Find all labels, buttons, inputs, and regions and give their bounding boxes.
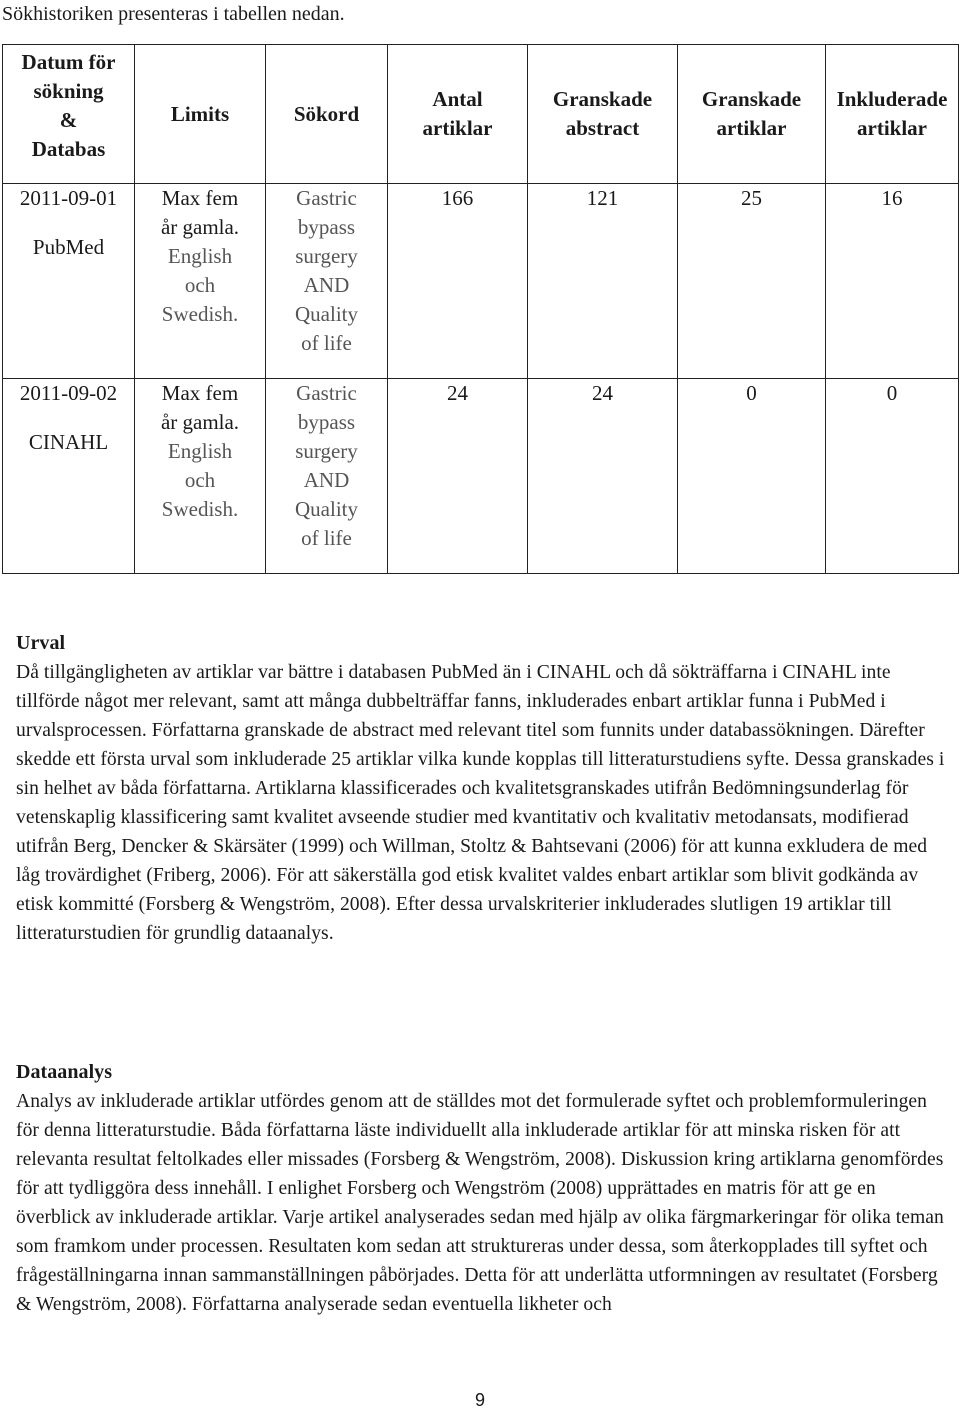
header-datum: Datum för sökning & Databas (3, 45, 135, 184)
search-history-table (2, 44, 959, 574)
section-text-urval: Då tillgängligheten av artiklar var bättre i databasen PubMed än i CINAHL och då sökträffarna i CINAHL inte tillförde något mer relevant, samt att många dubbelträffar fanns, inkluderades enbart artiklar funna i PubMed i urvalsprocessen. Författarna granskade de abstract med relevant titel som funnits under databassökningen. Därefter skedde ett första urval som inkluderade 25 artiklar vilka kunde kopplas till litteraturstudiens syfte. Dessa granskades i sin helhet av båda författarna. Artiklarna klassificerades och kvalitetsgranskades utifrån Bedömningsunderlag för vetenskaplig klassificering samt kvalitet avseende studier med kvantitativ och kvalitativ metodansats, modifierad utifrån Berg, Dencker & Skärsäter (1999) och Willman, Stoltz & Bahtsevani (2006) för att kunna exkludera de med låg trovärdighet (Friberg, 2006). För att säkerställa god etisk kvalitet valdes enbart artiklar som blivit godkända av etisk kommitté (Forsberg & Wengström, 2008). Efter dessa urvalskriterier inkluderades slutligen 19 artiklar till litteraturstudien för grundlig dataanalys. (16, 662, 945, 944)
header-inkluderade: Inkluderade artiklar (826, 45, 959, 184)
cell-inkluderade: 0 (826, 379, 959, 574)
table-row (3, 379, 959, 574)
header-antal: Antal artiklar (388, 45, 528, 184)
header-granskade-artiklar: Granskade artiklar (678, 45, 826, 184)
section-dataanalys (16, 1058, 946, 1319)
cell-granskade-artiklar: 25 (678, 184, 826, 379)
cell-antal: 24 (388, 379, 528, 574)
header-limits: Limits (135, 45, 266, 184)
page-number: 9 (474, 1390, 485, 1410)
cell-limits: Max fem år gamla. English och Swedish. (135, 184, 266, 379)
cell-granskade-abstract: 121 (528, 184, 678, 379)
cell-limits: Max fem år gamla. English och Swedish. (135, 379, 266, 574)
intro-text: Sökhistoriken presenteras i tabellen nedan. (2, 3, 345, 25)
cell-inkluderade: 16 (826, 184, 959, 379)
section-heading-urval: Urval (16, 632, 66, 654)
cell-date-database: 2011-09-01 PubMed (3, 184, 135, 379)
section-text-dataanalys: Analys av inkluderade artiklar utfördes genom att de ställdes mot det formulerade syftet och problemformuleringen för denna litteraturstudie. Båda författarna läste individuellt alla inkluderade artiklar för att minska risken för att relevanta resultat feltolkades eller missades (Forsberg & Wengström, 2008). Diskussion kring artiklarna genomfördes för att tydliggöra dess innehåll. I enlighet Forsberg och Wengström (2008) upprättades en matris för att ge en överblick av inkluderade artiklar. Varje artikel analyserades sedan med hjälp av olika färgmarkeringar för olika teman som framkom under processen. Resultaten kom sedan att struktureras under dessa, som återkopplades till syftet och frågeställningarna innan sammanställningen påbörjades. Detta för att underlätta utformningen av resultatet (Forsberg & Wengström, 2008). Författarna analyserade sedan eventuella likheter och (16, 1091, 944, 1315)
header-sokord: Sökord (266, 45, 388, 184)
header-granskade-abstract: Granskade abstract (528, 45, 678, 184)
cell-sokord: Gastric bypass surgery AND Quality of life (266, 379, 388, 574)
table-row (3, 184, 959, 379)
cell-date-database: 2011-09-02 CINAHL (3, 379, 135, 574)
section-urval (16, 629, 946, 948)
cell-granskade-artiklar: 0 (678, 379, 826, 574)
table-header-row (3, 45, 959, 184)
cell-granskade-abstract: 24 (528, 379, 678, 574)
cell-antal: 166 (388, 184, 528, 379)
section-heading-dataanalys: Dataanalys (16, 1061, 113, 1083)
cell-sokord: Gastric bypass surgery AND Quality of life (266, 184, 388, 379)
